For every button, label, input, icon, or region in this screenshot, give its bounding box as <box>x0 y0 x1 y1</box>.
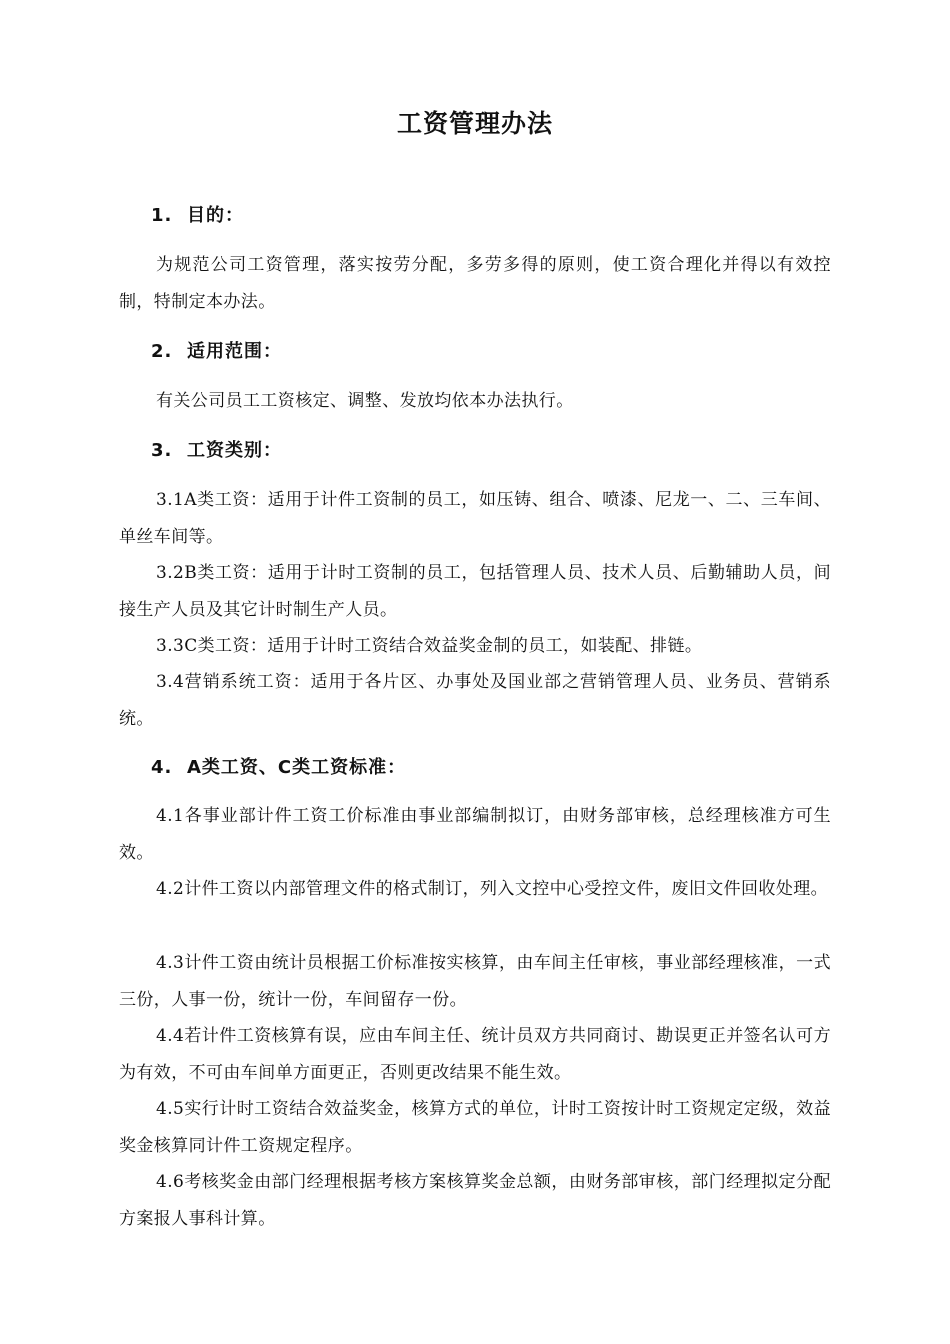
document-title: 工资管理办法 <box>396 109 553 138</box>
paragraph-3-3: 3.3C类工资：适用于计时工资结合效益奖金制的员工，如装配、排链。 <box>156 636 703 656</box>
section-number: 3. <box>151 440 173 461</box>
paragraph-4-6: 4.6考核奖金由部门经理根据考核方案核算奖金总额，由财务部审核，部门经理拟定分配方案报人事科计算。 <box>119 1172 831 1229</box>
section-heading-scope <box>151 337 282 367</box>
section-number: 4. <box>151 757 173 778</box>
paragraph-4-4: 4.4若计件工资核算有误，应由车间主任、统计员双方共同商讨、勘误更正并签名认可方为有效，不可由车间单方面更正，否则更改结果不能生效。 <box>119 1026 831 1083</box>
paragraph-scope: 有关公司员工工资核定、调整、发放均依本办法执行。 <box>156 391 574 411</box>
section-number: 1. <box>151 205 173 226</box>
paragraph-3-1: 3.1A类工资：适用于计件工资制的员工，如压铸、组合、喷漆、尼龙一、二、三车间、单丝车间等。 <box>119 490 831 547</box>
section-heading-text: 适用范围： <box>187 341 282 362</box>
section-heading-purpose <box>151 201 244 231</box>
section-heading-text: 目的： <box>187 205 244 226</box>
paragraph-4-1: 4.1各事业部计件工资工价标准由事业部编制拟订，由财务部审核，总经理核准方可生效。 <box>119 806 831 863</box>
paragraph-3-2: 3.2B类工资：适用于计时工资制的员工，包括管理人员、技术人员、后勤辅助人员，间接生产人员及其它计时制生产人员。 <box>119 563 831 620</box>
paragraph-4-5: 4.5实行计时工资结合效益奖金，核算方式的单位，计时工资按计时工资规定定级，效益奖金核算同计件工资规定程序。 <box>119 1099 831 1156</box>
section-heading-text: A类工资、C类工资标准： <box>187 757 407 778</box>
paragraph-purpose: 为规范公司工资管理，落实按劳分配，多劳多得的原则，使工资合理化并得以有效控制，特制定本办法。 <box>119 255 831 312</box>
section-heading-text: 工资类别： <box>187 440 282 461</box>
section-heading-wage-categories <box>151 436 282 466</box>
section-number: 2. <box>151 341 173 362</box>
paragraph-3-4: 3.4营销系统工资：适用于各片区、办事处及国业部之营销管理人员、业务员、营销系统。 <box>119 672 831 729</box>
paragraph-4-2: 4.2计件工资以内部管理文件的格式制订，列入文控中心受控文件，废旧文件回收处理。 <box>156 879 829 899</box>
section-heading-wage-standards <box>151 753 406 783</box>
paragraph-4-3: 4.3计件工资由统计员根据工价标准按实核算，由车间主任审核，事业部经理核准，一式三份，人事一份，统计一份，车间留存一份。 <box>119 953 831 1010</box>
